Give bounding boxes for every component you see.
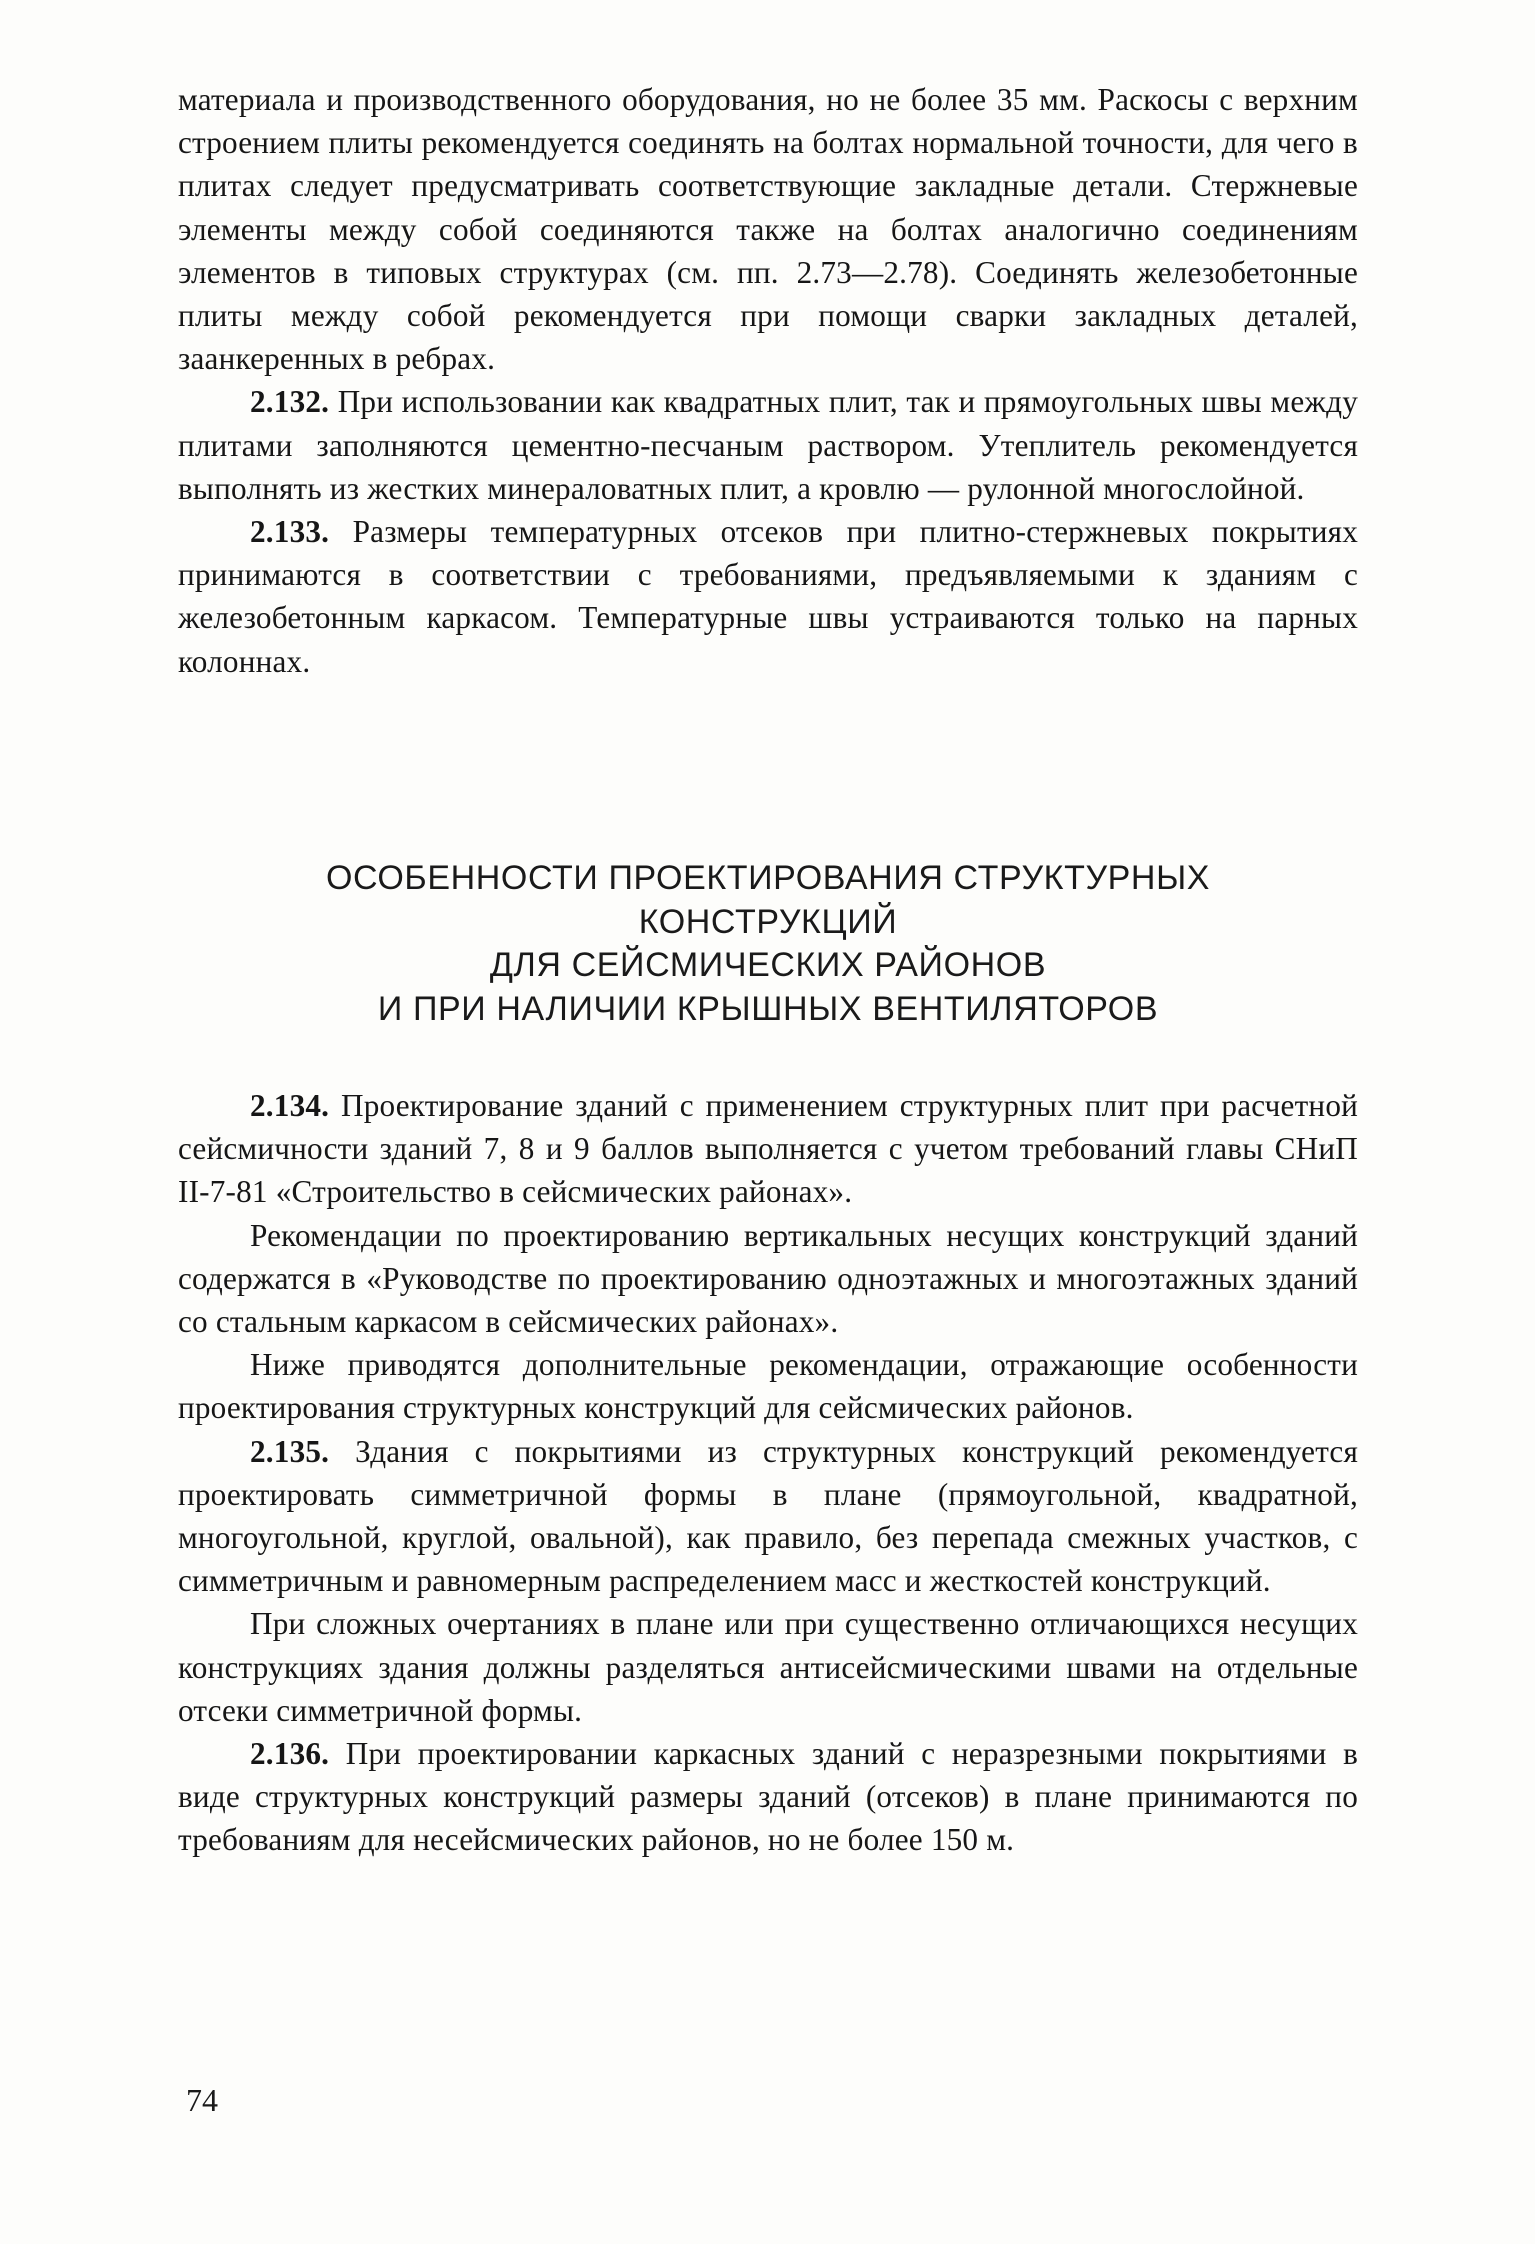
paragraph-2-132 — [178, 380, 1358, 510]
heading-line: И ПРИ НАЛИЧИИ КРЫШНЫХ ВЕНТИЛЯТОРОВ — [377, 989, 1159, 1028]
paragraph-continuation — [178, 78, 1358, 380]
section-number: 2.132. — [250, 384, 330, 420]
paragraph-recommendations — [178, 1214, 1358, 1344]
paragraph-text: Проектирование зданий с применением структурных плит при расчетной сейсмичности зданий 7, 8 и 9 баллов выполняется с учетом требований главы СНиП II-7-81 «Строительство в сейсмических районах». — [178, 1088, 1359, 1210]
page-number: 74 — [186, 2082, 218, 2118]
paragraph-2-136 — [178, 1732, 1358, 1862]
section-heading — [178, 857, 1358, 1031]
paragraph-text: Размеры температурных отсеков при плитно-стержневых покрытиях принимаются в соответствии с требованиями, предъявляемыми к зданиям с железобетонным каркасом. Температурные швы устраиваются только на парных колоннах. — [178, 514, 1359, 679]
bottom-text-block — [178, 1084, 1358, 1862]
section-number: 2.133. — [250, 514, 330, 550]
paragraph-2-135 — [178, 1430, 1358, 1603]
heading-line: ДЛЯ СЕЙСМИЧЕСКИХ РАЙОНОВ — [489, 946, 1047, 984]
paragraph-complex-outlines — [178, 1602, 1358, 1732]
paragraph-text: Рекомендации по проектированию вертикальных несущих конструкций зданий содержатся в «Руководстве по проектированию одноэтажных и многоэтажных зданий со стальным каркасом в сейсмических районах». — [178, 1217, 1358, 1340]
top-text-block — [178, 78, 1358, 683]
paragraph-text: Здания с покрытиями из структурных конструкций рекомендуется проектировать симметричной формы в плане (прямоугольной, квадратной, многоугольной, круглой, овальной), как правило, без перепада смежных участков, с симметричным и равномерным распределением масс и жесткостей конструкций. — [178, 1433, 1358, 1599]
paragraph-text: Ниже приводятся дополнительные рекомендации, отражающие особенности проектирования структурных конструкций для сейсмических районов. — [178, 1347, 1358, 1426]
paragraph-2-134 — [178, 1084, 1358, 1214]
paragraph-additional — [178, 1343, 1358, 1429]
paragraph-text: При сложных очертаниях в плане или при существенно отличающихся несущих конструкциях здания должны разделяться антисейсмическими швами на отдельные отсеки симметричной формы. — [178, 1606, 1358, 1728]
section-number: 2.134. — [250, 1088, 330, 1123]
section-number: 2.136. — [250, 1736, 330, 1772]
section-number: 2.135. — [250, 1433, 330, 1469]
heading-line: ОСОБЕННОСТИ ПРОЕКТИРОВАНИЯ СТРУКТУРНЫХ — [325, 859, 1211, 897]
paragraph-text: материала и производственного оборудования, но не более 35 мм. Раскосы с верхним строением плиты рекомендуется соединять на болтах нормальной точности, для чего в плитах следует предусматривать соответствующие закладные детали. Стержневые элементы между собой соединяются также на болтах аналогично соединениям элементов в типовых структурах (см. пп. 2.73—2.78). Соединять железобетонные плиты между собой рекомендуется при помощи сварки закладных деталей, заанкеренных в ребрах. — [178, 82, 1358, 377]
paragraph-text: При проектировании каркасных зданий с неразрезными покрытиями в виде структурных конструкций размеры зданий (отсеков) в плане принимаются по требованиям для несейсмических районов, но не более 150 м. — [178, 1736, 1358, 1858]
paragraph-text: При использовании как квадратных плит, так и прямоугольных швы между плитами заполняются цементно-песчаным раствором. Утеплитель рекомендуется выполнять из жестких минераловатных плит, а кровлю — рулонной многослойной. — [178, 384, 1358, 506]
heading-line: КОНСТРУКЦИЙ — [638, 902, 898, 941]
paragraph-2-133 — [178, 510, 1358, 683]
